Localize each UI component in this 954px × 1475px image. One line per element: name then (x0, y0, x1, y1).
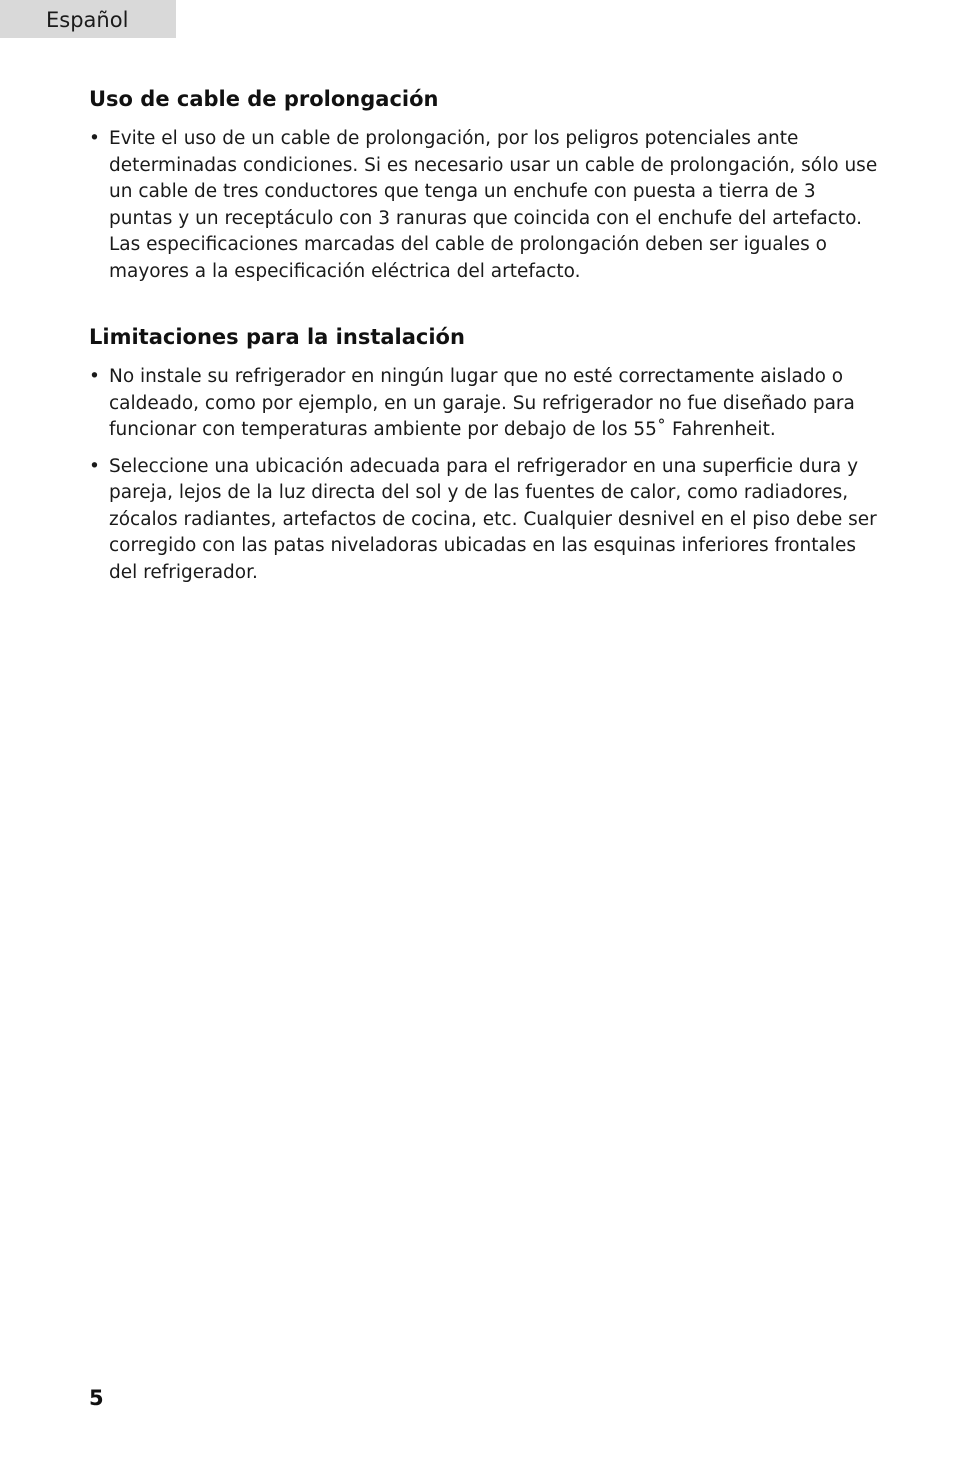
list-item (89, 364, 879, 444)
list-item-text: No instale su refrigerador en ningún lugar que no esté correctamente aislado o caldeado, como por ejemplo, en un garaje. Su refrigerador no fue diseñado para funcionar con temperaturas ambiente por debajo de los 55˚ Fahrenheit. (109, 366, 855, 440)
section-title: Uso de cable de prolongación (89, 87, 439, 111)
bullet-icon: • (89, 455, 100, 477)
list-item (89, 126, 879, 285)
page-number: 5 (89, 1386, 104, 1410)
bullet-icon: • (89, 366, 100, 387)
list-item-text: Evite el uso de un cable de prolongación, por los peligros potenciales ante determinadas condiciones. Si es necesario usar un cable de prolongación, sólo use un cable de tres conductores que tenga un enchufe con puesta a tierra de 3 puntas y un receptáculo con 3 ranuras que coincida con el enchufe del artefacto. Las especificaciones marcadas del cable de prolongación deben ser iguales o mayores a la especificación eléctrica del artefacto. (109, 128, 878, 282)
bullet-list (89, 364, 879, 586)
section-title: Limitaciones para la instalación (89, 325, 465, 349)
section-installation-limits (89, 322, 879, 586)
bullet-icon: • (89, 128, 100, 149)
bullet-list (89, 126, 879, 285)
list-item (89, 454, 879, 587)
list-item-text: Seleccione una ubicación adecuada para el refrigerador en una superficie dura y pareja, lejos de la luz directa del sol y de las fuentes de calor, como radiadores, zócalos radiantes, artefactos de cocina, etc. Cualquier desnivel en el piso debe ser corregido con las patas niveladoras ubicadas en las esquinas inferiores frontales del refrigerador. (109, 455, 877, 583)
language-tab: Español (0, 0, 176, 38)
page-content (89, 84, 879, 623)
section-extension-cord (89, 84, 879, 285)
